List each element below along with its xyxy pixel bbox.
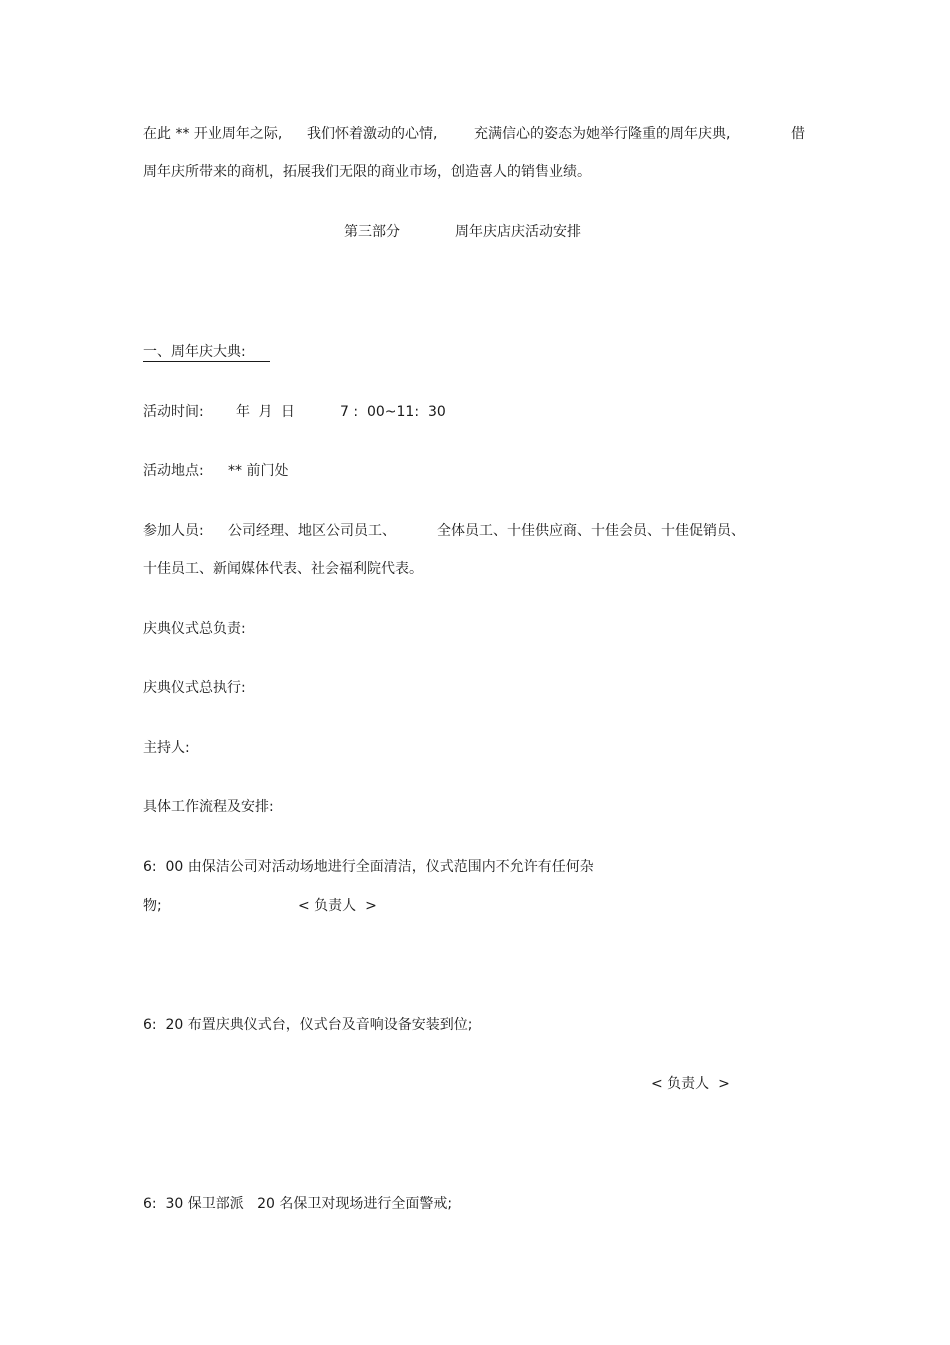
time-label: 活动时间: (143, 404, 204, 420)
step-2-text: 6: 20 布置庆典仪式台，仪式台及音响设备安装到位; (143, 1017, 473, 1033)
place-label: 活动地点: (143, 463, 204, 479)
intro-line-1-c: 充满信心的姿态为她举行隆重的周年庆典, (474, 126, 731, 142)
step-2-owner: < 负责人 > (651, 1076, 730, 1092)
intro-line-1 (143, 124, 282, 144)
chief-label: 庆典仪式总负责: (143, 621, 246, 637)
intro-line-1-a: 在此 ** 开业周年之际, (143, 126, 283, 142)
intro-line-1-b: 我们怀着激动的心情, (307, 126, 438, 142)
time-date: 年 月 日 (236, 404, 295, 420)
section-title: 周年庆店庆活动安排 (455, 224, 581, 240)
step-1-text: 6: 00 由保洁公司对活动场地进行全面清洁，仪式范围内不允许有任何杂 (143, 859, 594, 875)
ceremony-heading: 一、周年庆大典: (143, 342, 270, 362)
executor-label: 庆典仪式总执行: (143, 680, 246, 696)
place-value: ** 前门处 (228, 463, 289, 479)
intro-line-2: 周年庆所带来的商机，拓展我们无限的商业市场，创造喜人的销售业绩。 (143, 164, 591, 180)
process-label: 具体工作流程及安排: (143, 799, 274, 815)
time-range: 7 : 00~11: 30 (340, 404, 446, 420)
section-part: 第三部分 (344, 224, 400, 240)
host-label: 主持人: (143, 740, 190, 756)
participants-label: 参加人员: (143, 523, 204, 539)
step-3-text: 6: 30 保卫部派 20 名保卫对现场进行全面警戒; (143, 1196, 453, 1212)
participants-b: 全体员工、十佳供应商、十佳会员、十佳促销员、 (437, 523, 745, 539)
participants-a: 公司经理、地区公司员工、 (228, 523, 396, 539)
participants-c: 十佳员工、新闻媒体代表、社会福利院代表。 (143, 561, 423, 577)
step-1-cont: 物; (143, 898, 162, 914)
intro-line-1-d: 借 (791, 126, 805, 142)
step-1-owner: < 负责人 > (298, 898, 377, 914)
